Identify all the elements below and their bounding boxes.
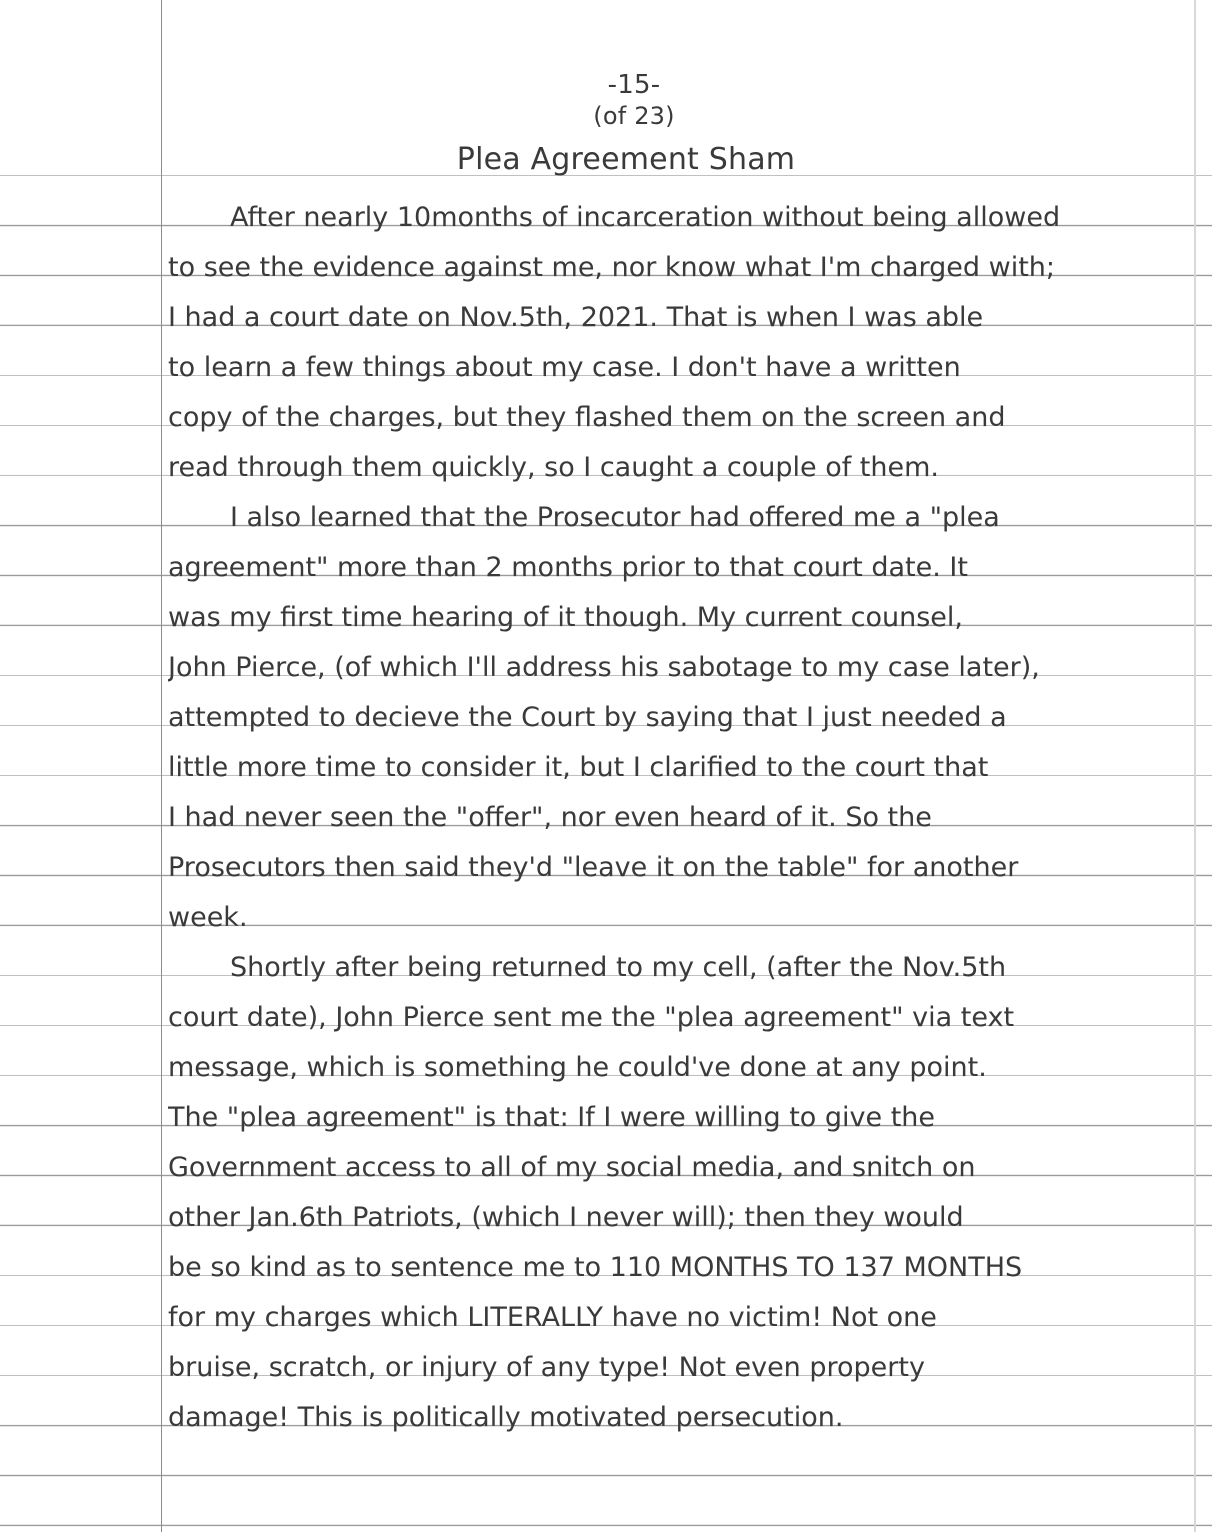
page-number: -15- (607, 70, 661, 100)
text-line: message, which is something he could've done at any point. (168, 1052, 987, 1083)
margin-line (161, 0, 162, 1532)
text-line: Government access to all of my social media, and snitch on (168, 1152, 976, 1183)
text-line: court date), John Pierce sent me the "plea agreement" via text (168, 1002, 1015, 1033)
text-line: I had a court date on Nov.5th, 2021. That is when I was able (168, 302, 984, 333)
text-line: damage! This is politically motivated persecution. (168, 1402, 844, 1433)
text-line: I also learned that the Prosecutor had offered me a "plea (230, 502, 1000, 533)
text-line: week. (168, 902, 248, 933)
text-line: other Jan.6th Patriots, (which I never will); then they would (168, 1202, 964, 1233)
text-line: attempted to decieve the Court by saying that I just needed a (168, 702, 1007, 733)
text-line: Prosecutors then said they'd "leave it on the table" for another (168, 852, 1019, 883)
text-line: read through them quickly, so I caught a couple of them. (168, 452, 940, 483)
text-line: little more time to consider it, but I clarified to the court that (168, 752, 989, 783)
text-line: After nearly 10months of incarceration without being allowed (230, 202, 1061, 233)
text-line: was my first time hearing of it though. My current counsel, (168, 602, 963, 633)
page-title: Plea Agreement Sham (456, 142, 796, 177)
text-line: bruise, scratch, or injury of any type! Not even property (168, 1352, 925, 1383)
text-line: be so kind as to sentence me to 110 MONTHS TO 137 MONTHS (168, 1252, 1023, 1283)
text-line: John Pierce, (of which I'll address his sabotage to my case later), (168, 652, 1040, 683)
text-line: for my charges which LITERALLY have no victim! Not one (168, 1302, 937, 1333)
text-line: The "plea agreement" is that: If I were willing to give the (168, 1102, 936, 1133)
text-line: agreement" more than 2 months prior to that court date. It (168, 552, 968, 583)
text-line: to see the evidence against me, nor know what I'm charged with; (168, 252, 1056, 283)
handwritten-body (168, 196, 1188, 1446)
page-count: (of 23) (593, 102, 675, 130)
text-line: to learn a few things about my case. I don't have a written (168, 352, 961, 383)
text-line: I had never seen the "offer", nor even heard of it. So the (168, 802, 932, 833)
text-line: copy of the charges, but they flashed them on the screen and (168, 402, 1006, 433)
text-line: Shortly after being returned to my cell, (after the Nov.5th (230, 952, 1007, 983)
page-edge (1194, 0, 1196, 1532)
